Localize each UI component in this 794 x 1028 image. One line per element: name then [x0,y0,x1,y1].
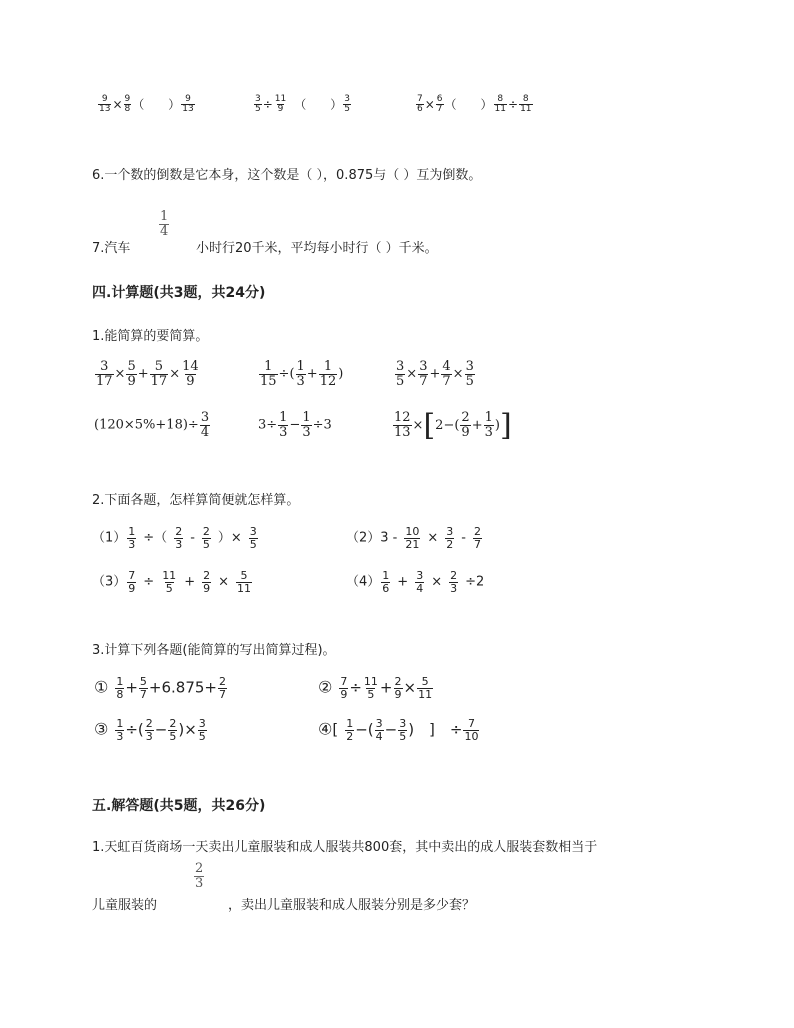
part-1-title: 1.能简算的要简算。 [92,329,209,344]
expression-1-6: $\frac{12}{13}$ ×[2−( $\frac{2}{9}$ + $\frac{1}{3}$ )] [394,408,512,443]
fraction: $\frac{1}{4}$ [160,209,169,239]
fraction: $\frac{2}{7}$ [474,525,481,551]
fraction: $\frac{1}{3}$ [128,525,136,551]
compare-item-a: $\frac{9}{13}$ × $\frac{9}{8}$ （ ） $\frac{9}{13}$ [99,94,194,115]
fraction: $\frac{2}{3}$ [195,861,204,891]
part-3-title: 3.计算下列各题(能简算的写出简算过程)。 [92,643,336,658]
fraction: $\frac{11}{9}$ [274,94,287,115]
fraction: $\frac{5}{7}$ [139,675,147,701]
circled-number: ② [318,677,333,697]
fraction: $\frac{8}{11}$ [494,94,506,115]
expression-3-2: ② $\frac{7}{9}$ ÷ $\frac{11}{5}$ + $\frac{2}{9}$ × $\frac{5}{11}$ [318,675,433,701]
fraction: $\frac{2}{9}$ [203,569,211,595]
fraction: $\frac{2}{7}$ [219,675,227,701]
fraction: $\frac{1}{15}$ [260,359,277,389]
right-bracket: ] [499,408,512,443]
fraction: $\frac{2}{9}$ [394,675,402,701]
part-2-title: 2.下面各题，怎样算简便就怎样算。 [92,493,300,508]
expression-1-3: $\frac{3}{5}$ × $\frac{3}{7}$ + $\frac{4}{7}$ × $\frac{3}{5}$ [396,359,474,389]
fraction: $\frac{2}{5}$ [169,717,177,743]
fraction: $\frac{1}{3}$ [296,359,305,389]
fraction: $\frac{1}{8}$ [116,675,124,701]
fraction: $\frac{2}{9}$ [461,410,470,440]
expression-1-2: $\frac{1}{15}$ ÷( $\frac{1}{3}$ + $\frac{1}{12}$ ) [260,359,344,389]
expression-3-3: ③ $\frac{1}{3}$ ÷( $\frac{2}{3}$ − $\frac{2}{5}$ )× $\frac{3}{5}$ [94,717,206,743]
fraction: $\frac{1}{12}$ [319,359,337,389]
expression-2-2: （2）3 - $\frac{10}{21}$ × $\frac{3}{2}$ - $\frac{2}{7}$ [346,525,481,551]
fraction: $\frac{1}{6}$ [382,569,390,595]
section-4-heading: 四.计算题(共3题，共24分) [92,285,266,301]
fraction: $\frac{5}{9}$ [127,359,136,389]
fraction: $\frac{5}{11}$ [237,569,251,595]
fraction: $\frac{3}{5}$ [344,94,350,115]
expression-2-1: （1） $\frac{1}{3}$ ÷（ $\frac{2}{3}$ - $\frac{2}{5}$ ）× $\frac{3}{5}$ [92,525,257,551]
question-7-suffix: 小时行20千米，平均每小时行（ ）千米。 [196,241,438,256]
left-bracket: [ [423,408,436,443]
answer-blank[interactable]: （ ） [294,97,343,112]
answer-blank[interactable]: （ ） [132,97,181,112]
fraction: $\frac{9}{8}$ [124,94,131,115]
fraction: $\frac{2}{5}$ [202,525,210,551]
fraction: $\frac{5}{17}$ [150,359,168,389]
fraction: $\frac{3}{4}$ [200,410,210,440]
circled-number: ③ [94,719,109,739]
fraction: $\frac{1}{3}$ [484,410,493,440]
question-5-1-line-1: 1.天虹百货商场一天卖出儿童服装和成人服装共800套，其中卖出的成人服装套数相当于 [92,840,598,855]
fraction: $\frac{3}{4}$ [375,717,383,743]
fraction: $\frac{2}{3}$ [450,569,458,595]
fraction: $\frac{9}{13}$ [182,94,194,115]
fraction: $\frac{12}{13}$ [394,410,411,440]
fraction: $\frac{14}{9}$ [182,359,199,389]
fraction: $\frac{6}{7}$ [436,94,443,115]
expression-1-1: $\frac{3}{17}$ × $\frac{5}{9}$ + $\frac{5}{17}$ × $\frac{14}{9}$ [96,359,199,389]
expression-2-4: （4） $\frac{1}{6}$ + $\frac{3}{4}$ × $\frac{2}{3}$ ÷2 [346,569,485,595]
fraction: $\frac{1}{3}$ [279,410,288,440]
compare-item-b: $\frac{3}{5}$ ÷ $\frac{11}{9}$ （ ） $\frac{3}{5}$ [255,94,350,115]
fraction: $\frac{3}{5}$ [396,359,405,389]
question-6: 6.一个数的倒数是它本身，这个数是（ ），0.875与（ ）互为倒数。 [92,168,482,183]
fraction: $\frac{1}{3}$ [116,717,124,743]
fraction: $\frac{3}{5}$ [399,717,407,743]
expression-3-1: ① $\frac{1}{8}$ + $\frac{5}{7}$ +6.875+ $\frac{2}{7}$ [94,675,227,701]
fraction: $\frac{3}{5}$ [198,717,206,743]
expression-2-3: （3） $\frac{7}{9}$ ÷ $\frac{11}{5}$ + $\frac{2}{9}$ × $\frac{5}{11}$ [92,569,251,595]
question-5-1-line-2-prefix: 儿童服装的 [92,898,158,913]
fraction: $\frac{7}{9}$ [128,569,136,595]
circled-number: ① [94,677,109,697]
circled-number: ④ [318,719,333,739]
question-7-prefix: 7.汽车 [92,241,131,256]
fraction: $\frac{10}{21}$ [405,525,420,551]
fraction: $\frac{7}{9}$ [340,675,348,701]
expression-1-5: 3÷ $\frac{1}{3}$ − $\frac{1}{3}$ ÷3 [258,410,332,440]
compare-item-c: $\frac{7}{6}$ × $\frac{6}{7}$ （ ） $\frac{8}{11}$ ÷ $\frac{8}{11}$ [417,94,532,115]
fraction: $\frac{3}{17}$ [96,359,113,389]
fraction: $\frac{3}{5}$ [255,94,261,115]
fraction: $\frac{2}{3}$ [175,525,183,551]
fraction: $\frac{2}{3}$ [145,717,153,743]
fraction: $\frac{1}{3}$ [302,410,311,440]
question-5-1-line-2-suffix: ，卖出儿童服装和成人服装分别是多少套？ [228,898,476,913]
fraction: $\frac{3}{2}$ [446,525,454,551]
expression-1-4: (120×5%+18)÷ $\frac{3}{4}$ [94,410,210,440]
fraction: $\frac{9}{13}$ [99,94,111,115]
fraction: $\frac{3}{5}$ [249,525,257,551]
fraction: $\frac{4}{7}$ [442,359,451,389]
section-5-heading: 五.解答题(共5题，共26分) [92,798,266,814]
fraction: $\frac{3}{5}$ [465,359,474,389]
fraction: $\frac{7}{10}$ [464,717,479,743]
fraction: $\frac{5}{11}$ [418,675,433,701]
fraction: $\frac{11}{5}$ [162,569,177,595]
expression-3-4: ④[ $\frac{1}{2}$ −( $\frac{3}{4}$ − $\frac{3}{5}$ ) ] ÷ $\frac{7}{10}$ [318,717,479,743]
fraction: $\frac{7}{6}$ [417,94,423,115]
fraction: $\frac{1}{2}$ [346,717,354,743]
fraction: $\frac{3}{7}$ [419,359,428,389]
fraction: $\frac{8}{11}$ [520,94,532,115]
fraction: $\frac{11}{5}$ [363,675,378,701]
fraction: $\frac{3}{4}$ [416,569,424,595]
answer-blank[interactable]: （ ） [444,97,493,112]
